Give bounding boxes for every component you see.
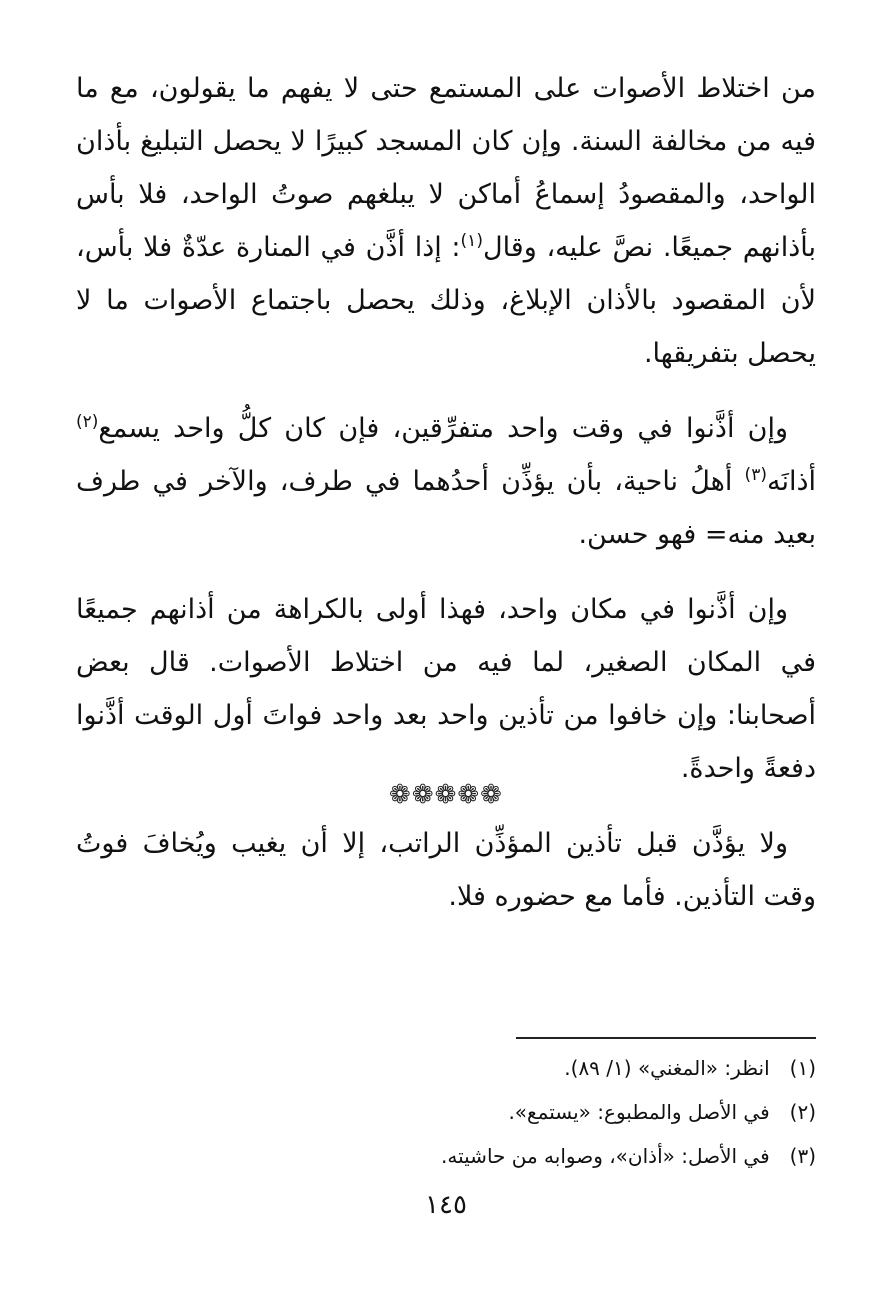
text-segment: وإن أذَّنوا في مكان واحد، فهذا أولى بالكراهة من أذانهم جميعًا في المكان الصغير، لما فيه من اختلاط الأصوات. قال بعض أصحابنا: وإن خافوا من تأذين واحد بعد واحد فواتَ أول الوقت أذَّنوا دفعةً واحدةً. <box>76 594 816 784</box>
footnote-text: في الأصل: «أذان»، وصوابه من حاشيته. <box>441 1144 770 1168</box>
paragraph <box>76 583 816 795</box>
page-number: ١٤٥ <box>425 1190 467 1220</box>
paragraph <box>76 817 816 923</box>
footnote-text: انظر: «المغني» (١/ ٨٩). <box>564 1056 770 1080</box>
footnote-item <box>76 1134 816 1178</box>
footnote-text: في الأصل والمطبوع: «يستمع». <box>508 1100 770 1124</box>
footnote-item <box>76 1090 816 1134</box>
text-segment: من اختلاط الأصوات على المستمع حتى لا يفهم ما يقولون، مع ما فيه من مخالفة السنة. وإن كان المسجد كبيرًا لا يحصل التبليغ بأذان الواحد، والمقصودُ إسماعُ أماكن لا يبلغهم صوتُ الواحد، فلا بأس بأذانهم جميعًا. نصَّ عليه، وقال <box>76 73 816 263</box>
paragraph <box>76 62 816 380</box>
text-segment: : إذا أذَّن في المنارة عدّةٌ فلا بأس، لأن المقصود بالأذان الإبلاغ، وذلك يحصل باجتماع الأصوات ما لا يحصل بتفريقها. <box>76 232 816 369</box>
footnote-ref[interactable]: (١) <box>460 231 483 251</box>
footnote-ref[interactable]: (٢) <box>76 412 99 432</box>
text-segment: وإن أذَّنوا في وقت واحد متفرِّقين، فإن كان كلُّ واحد يسمع <box>98 413 788 444</box>
paragraph <box>76 402 816 561</box>
footnotes <box>76 1046 816 1178</box>
main-text <box>76 62 816 945</box>
text-segment: أهلُ ناحية، بأن يؤذِّن أحدُهما في طرف، والآخر في طرف بعيد منه= فهو حسن. <box>76 466 816 550</box>
section-ornament-icon: ❁❁❁❁❁ <box>389 780 503 810</box>
footnote-number: (١) <box>789 1056 816 1080</box>
footnote-number: (٣) <box>789 1144 816 1168</box>
footnote-ref[interactable]: (٣) <box>744 465 767 485</box>
footnote-number: (٢) <box>789 1100 816 1124</box>
footnote-divider <box>516 1037 816 1039</box>
text-segment: ولا يؤذَّن قبل تأذين المؤذِّن الراتب، إلا أن يغيب ويُخافَ فوتُ وقت التأذين. فأما مع حضوره فلا. <box>76 828 816 912</box>
text-segment: أذانَه <box>766 466 816 497</box>
footnote-item <box>76 1046 816 1090</box>
